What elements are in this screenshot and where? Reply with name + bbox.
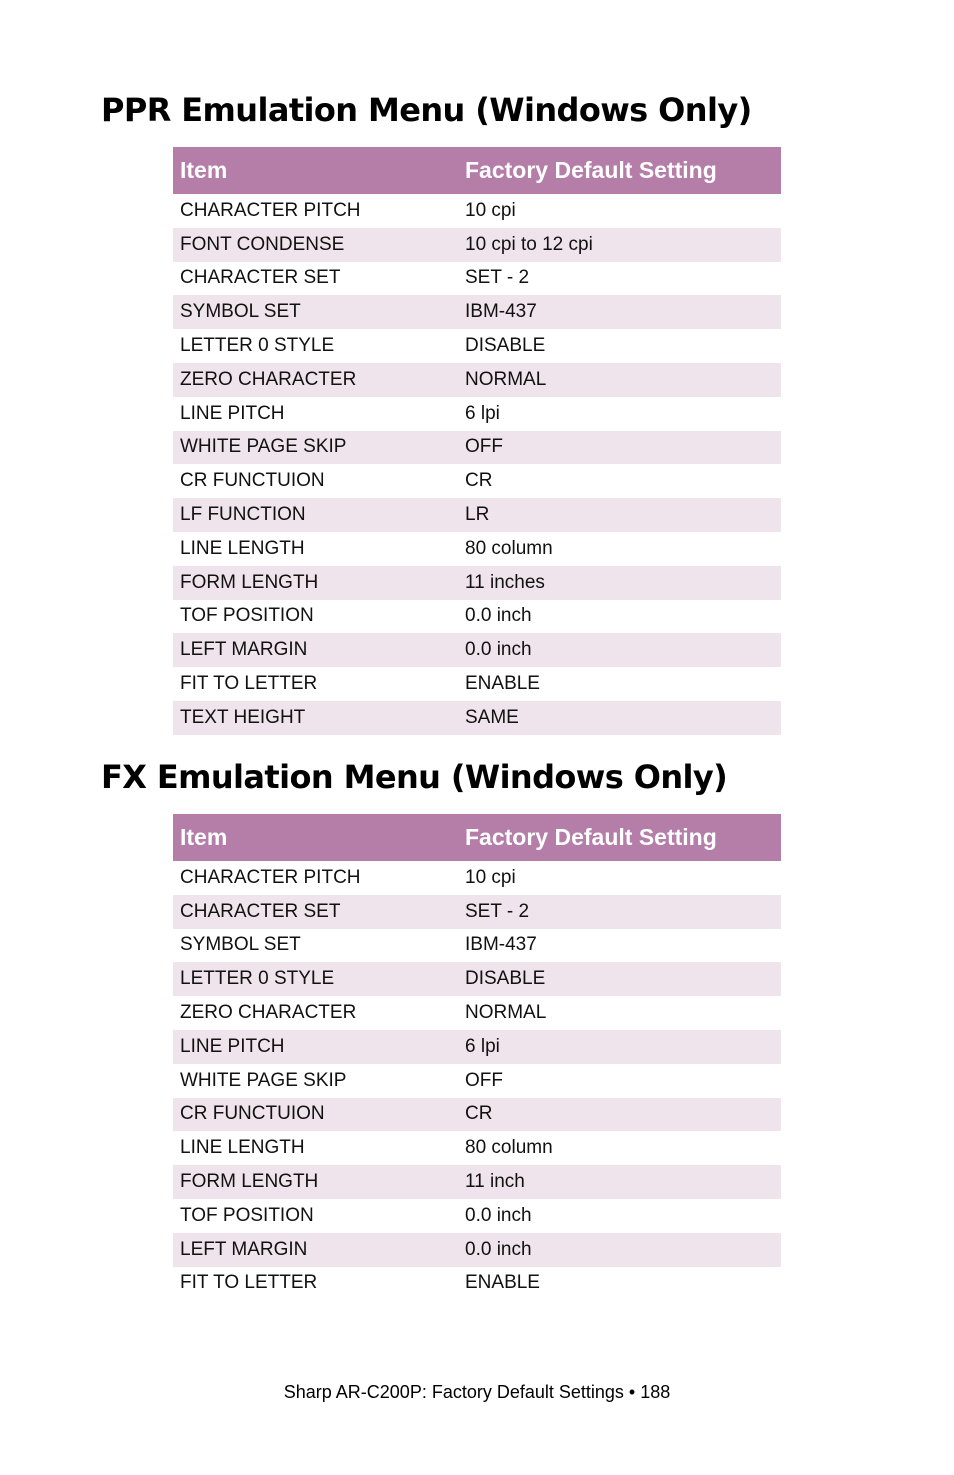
table-row xyxy=(173,1233,781,1267)
item-cell: FIT TO LETTER xyxy=(180,1272,318,1294)
item-cell: CR FUNCTUION xyxy=(180,470,325,492)
table-row xyxy=(173,228,781,262)
default-value-cell: CR xyxy=(465,1103,493,1125)
table-row xyxy=(173,1165,781,1199)
item-cell: LINE PITCH xyxy=(180,402,285,424)
default-value-cell: 80 column xyxy=(465,537,553,559)
item-cell: FIT TO LETTER xyxy=(180,673,318,695)
table-row xyxy=(173,464,781,498)
fx-section-title: FX Emulation Menu (Windows Only) xyxy=(101,758,728,796)
default-value-cell: 0.0 inch xyxy=(465,1204,532,1226)
table-row xyxy=(173,1064,781,1098)
default-value-cell: SET - 2 xyxy=(465,900,530,922)
table-row xyxy=(173,498,781,532)
header-item: Item xyxy=(180,157,228,183)
ppr-section-title: PPR Emulation Menu (Windows Only) xyxy=(101,91,752,129)
item-cell: LINE LENGTH xyxy=(180,537,305,559)
header-item: Item xyxy=(180,824,228,850)
item-cell: LETTER 0 STYLE xyxy=(180,968,335,990)
header-factory-default: Factory Default Setting xyxy=(465,824,717,850)
item-cell: WHITE PAGE SKIP xyxy=(180,436,347,458)
table-row xyxy=(173,1131,781,1165)
default-value-cell: 0.0 inch xyxy=(465,605,532,627)
item-cell: LINE LENGTH xyxy=(180,1137,305,1159)
table-header xyxy=(173,814,781,861)
header-factory-default: Factory Default Setting xyxy=(465,157,717,183)
default-value-cell: SET - 2 xyxy=(465,267,530,289)
default-value-cell: 10 cpi xyxy=(465,866,516,888)
default-value-cell: NORMAL xyxy=(465,368,547,390)
table-row xyxy=(173,1030,781,1064)
item-cell: ZERO CHARACTER xyxy=(180,368,357,390)
table-row xyxy=(173,329,781,363)
item-cell: FONT CONDENSE xyxy=(180,233,345,255)
item-cell: FORM LENGTH xyxy=(180,1171,319,1193)
table-row xyxy=(173,431,781,465)
table-row xyxy=(173,861,781,895)
default-value-cell: 80 column xyxy=(465,1137,553,1159)
item-cell: CHARACTER PITCH xyxy=(180,866,361,888)
table-row xyxy=(173,895,781,929)
table-row xyxy=(173,397,781,431)
item-cell: LINE PITCH xyxy=(180,1035,285,1057)
item-cell: CHARACTER SET xyxy=(180,900,341,922)
table-row xyxy=(173,1267,781,1301)
item-cell: SYMBOL SET xyxy=(180,301,301,323)
table-row xyxy=(173,929,781,963)
default-value-cell: NORMAL xyxy=(465,1002,547,1024)
table-row xyxy=(173,962,781,996)
default-value-cell: ENABLE xyxy=(465,673,540,695)
item-cell: TOF POSITION xyxy=(180,1204,314,1226)
default-value-cell: IBM-437 xyxy=(465,301,537,323)
default-value-cell: DISABLE xyxy=(465,335,546,357)
default-value-cell: IBM-437 xyxy=(465,934,537,956)
item-cell: SYMBOL SET xyxy=(180,934,301,956)
default-value-cell: SAME xyxy=(465,706,519,728)
default-value-cell: 11 inch xyxy=(465,1171,525,1193)
default-value-cell: OFF xyxy=(465,1069,503,1091)
table-row xyxy=(173,566,781,600)
default-value-cell: 6 lpi xyxy=(465,1035,500,1057)
page-footer: Sharp AR-C200P: Factory Default Settings • 188 xyxy=(283,1382,671,1402)
default-value-cell: OFF xyxy=(465,436,503,458)
item-cell: ZERO CHARACTER xyxy=(180,1002,357,1024)
table-row xyxy=(173,600,781,634)
default-value-cell: ENABLE xyxy=(465,1272,540,1294)
default-value-cell: 10 cpi to 12 cpi xyxy=(465,233,593,255)
default-value-cell: LR xyxy=(465,504,490,526)
item-cell: LEFT MARGIN xyxy=(180,1238,308,1260)
default-value-cell: DISABLE xyxy=(465,968,546,990)
default-value-cell: 10 cpi xyxy=(465,199,516,221)
item-cell: FORM LENGTH xyxy=(180,571,319,593)
ppr-settings-table xyxy=(173,147,781,735)
table-row xyxy=(173,1098,781,1132)
item-cell: CHARACTER SET xyxy=(180,267,341,289)
item-cell: TOF POSITION xyxy=(180,605,314,627)
table-row xyxy=(173,701,781,735)
table-row xyxy=(173,633,781,667)
item-cell: WHITE PAGE SKIP xyxy=(180,1069,347,1091)
default-value-cell: 0.0 inch xyxy=(465,1238,532,1260)
table-header xyxy=(173,147,781,194)
table-row xyxy=(173,532,781,566)
default-value-cell: CR xyxy=(465,470,493,492)
item-cell: CR FUNCTUION xyxy=(180,1103,325,1125)
item-cell: LF FUNCTION xyxy=(180,504,306,526)
item-cell: LETTER 0 STYLE xyxy=(180,335,335,357)
table-row xyxy=(173,295,781,329)
item-cell: CHARACTER PITCH xyxy=(180,199,361,221)
table-row xyxy=(173,996,781,1030)
table-row xyxy=(173,363,781,397)
table-row xyxy=(173,1199,781,1233)
default-value-cell: 11 inches xyxy=(465,571,545,593)
item-cell: LEFT MARGIN xyxy=(180,639,308,661)
table-row xyxy=(173,262,781,296)
default-value-cell: 6 lpi xyxy=(465,402,500,424)
table-row xyxy=(173,667,781,701)
fx-settings-table xyxy=(173,814,781,1300)
item-cell: TEXT HEIGHT xyxy=(180,706,306,728)
default-value-cell: 0.0 inch xyxy=(465,639,532,661)
table-row xyxy=(173,194,781,228)
